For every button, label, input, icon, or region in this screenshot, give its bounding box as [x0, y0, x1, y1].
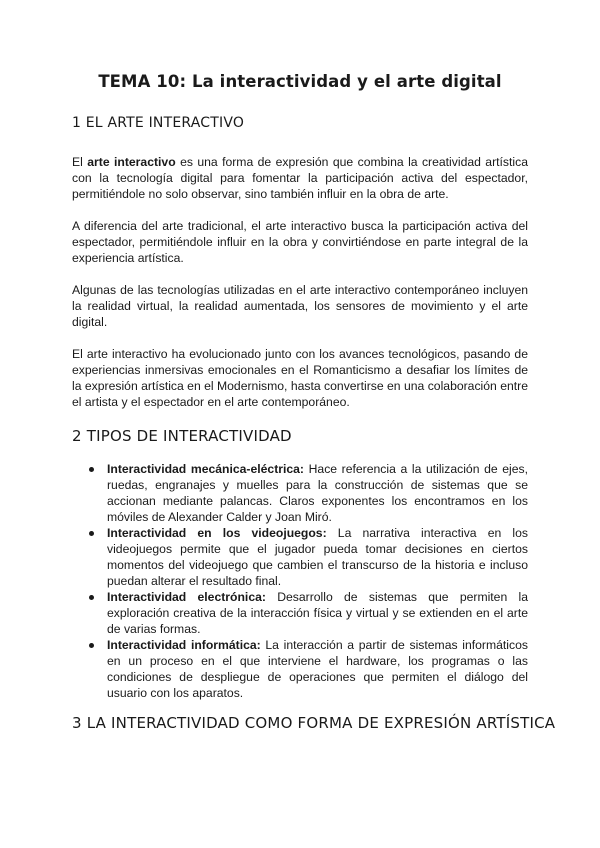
- section-heading-3: 3 LA INTERACTIVIDAD COMO FORMA DE EXPRESIÓN ARTÍSTICA: [72, 714, 556, 732]
- paragraph-3: Algunas de las tecnologías utilizadas en el arte interactivo contemporáneo incluyen la realidad virtual, la realidad aumentada, los sensores de movimiento y el arte digital.: [72, 283, 528, 329]
- list-item: [72, 637, 528, 701]
- bullet-icon: [89, 595, 94, 600]
- section-heading-2: 2 TIPOS DE INTERACTIVIDAD: [72, 427, 292, 445]
- list-item-term: Interactividad en los videojuegos:: [107, 526, 327, 540]
- list-item-text: La narrativa interactiva en los videojuegos permite que el jugador pueda tomar decisiones en ciertos momentos del videojuego que cambien el transcurso de la historia e incluso puedan alterar el resultado final.: [107, 526, 528, 588]
- interactivity-types-list: [72, 461, 528, 701]
- list-item-term: Interactividad informática:: [107, 638, 261, 652]
- section-heading-1: 1 EL ARTE INTERACTIVO: [72, 115, 245, 131]
- paragraph-1-bold-term: arte interactivo: [87, 155, 176, 169]
- list-item-text: Desarrollo de sistemas que permiten la exploración creativa de la interacción física y virtual y se extienden en el arte de varias formas.: [107, 590, 529, 636]
- bullet-icon: [89, 467, 94, 472]
- paragraph-1: [72, 154, 528, 202]
- list-item-term: Interactividad mecánica-eléctrica:: [107, 462, 304, 476]
- bullet-icon: [89, 531, 94, 536]
- list-item: [72, 589, 528, 637]
- bullet-icon: [89, 643, 94, 648]
- paragraph-4: El arte interactivo ha evolucionado junto con los avances tecnológicos, pasando de experiencias inmersivas emocionales en el Romanticismo a desafiar los límites de la expresión artística en el Modernismo, hasta convertirse en una colaboración entre el artista y el espectador en el arte contemporáneo.: [72, 347, 528, 409]
- list-item: [72, 525, 528, 589]
- list-item-text: La interacción a partir de sistemas informáticos en un proceso en el que interviene el hardware, los programas o las condiciones de despliegue de operaciones que permiten el diálogo del usuario con los aparatos.: [107, 638, 528, 700]
- list-item: [72, 461, 528, 525]
- paragraph-2: A diferencia del arte tradicional, el arte interactivo busca la participación activa del espectador, permitiéndole influir en la obra y convirtiéndose en parte integral de la experiencia artística.: [72, 219, 528, 265]
- paragraph-1-text: es una forma de expresión que combina la creatividad artística con la tecnología digital para fomentar la participación activa del espectador, permitiéndole no solo observar, sino también influir en la obra de arte.: [72, 155, 528, 201]
- paragraph-1-lead: El: [72, 155, 88, 169]
- list-item-text: Hace referencia a la utilización de ejes, ruedas, engranajes y muelles para la construcción de sistemas que se accionan mediante palancas. Claros exponentes los encontramos en los móviles de Alexander Calder y Joan Miró.: [107, 462, 528, 524]
- list-item-term: Interactividad electrónica:: [107, 590, 266, 604]
- page-title: TEMA 10: La interactividad y el arte digital: [98, 72, 502, 91]
